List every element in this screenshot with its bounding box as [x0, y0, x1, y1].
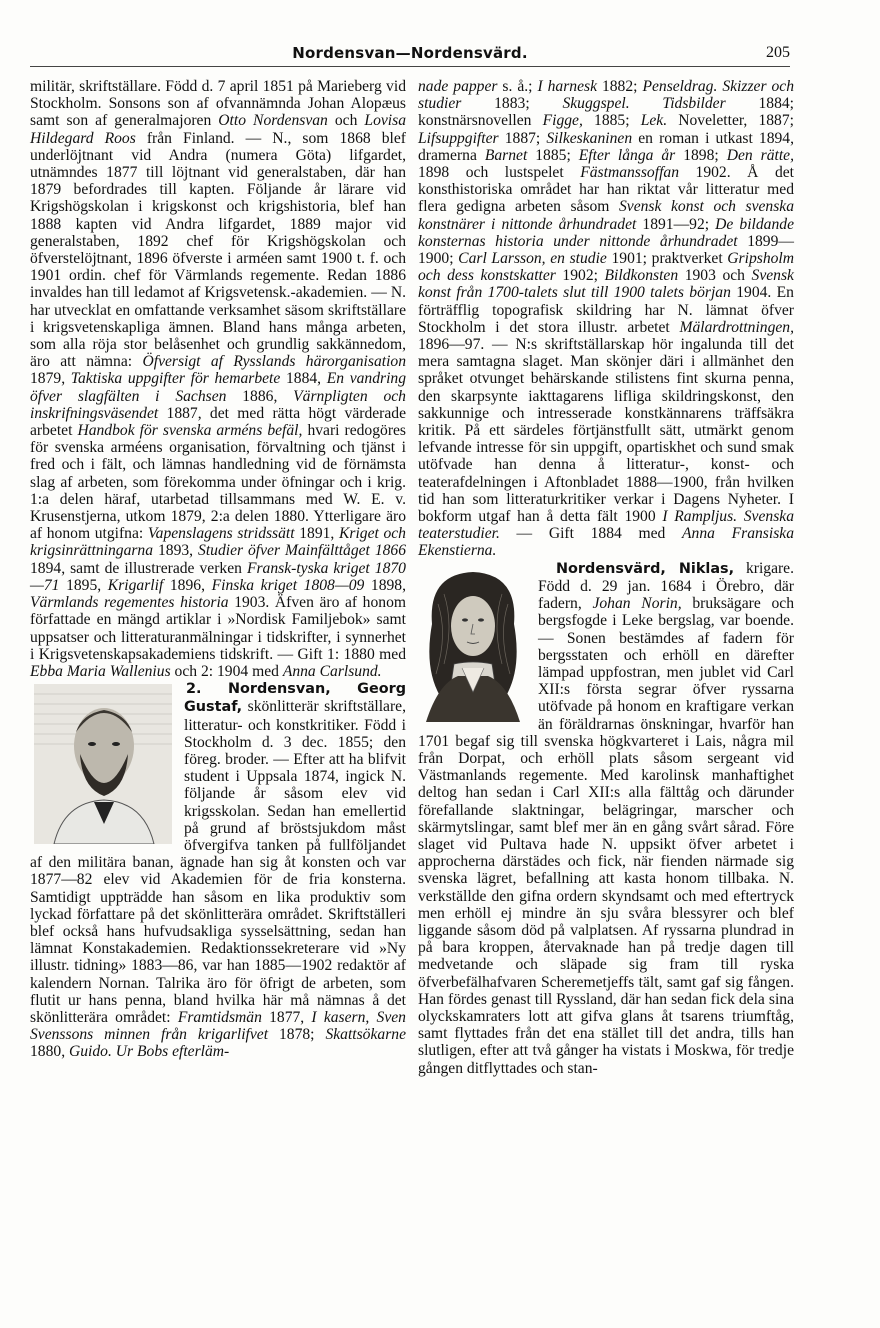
portrait-georg-nordensvan [34, 684, 172, 844]
body-text: 1885; [582, 112, 641, 130]
portrait-georg-engraving [34, 684, 172, 844]
italic-title-text: Finska kriget 1808—09 [211, 576, 365, 594]
body-text: 1895, [59, 576, 108, 594]
italic-title-text: En vandring öfver slagfälten i Sachsen [30, 370, 407, 405]
body-text: 1886, [226, 387, 294, 405]
body-text: 1902; [555, 267, 605, 285]
entry-georg-continued [418, 78, 794, 560]
headword-georg-nordensvan: 2. Nordensvan, Georg Gustaf, [184, 681, 406, 716]
italic-title-text: Handbok för svenska arméns befäl, [77, 422, 303, 440]
italic-title-text: Bildkonsten [604, 267, 679, 285]
body-text: 1885; [527, 146, 579, 164]
portrait-niklas-engraving [418, 564, 528, 722]
body-text: 1896—97. — N:s skriftställarskap hör ingalunda till det mera samtagna slaget. Man skönjer däri i allmänhet den språket otvunget behärskande stilistens fint skurna penna, den skarpsynte iakttagarens lifliga skildringskonst, den sakkunnige och intresserade konstkännarens träffsäkra kritik. På ett särdeles förtjänstfullt sätt, utmärkt genom lefvande intresse för sin uppgift, opartiskhet och sund smak utöfvade han denna å litteratur-, konst- och teaterafdelningen i Aftonbladet 1888—1900, från hvilken tid han som litteraturkritiker verkar i Dagens Nyheter. I bokform utgaf han å detta fält 1900 [418, 336, 794, 526]
italic-title-text: Skattsökarne [325, 1026, 406, 1044]
body-text: 1879, [30, 370, 71, 388]
italic-title-text: Svensk konst och svenska konstnärer i nittonde århundradet [418, 198, 795, 233]
body-text: 1882; [597, 78, 643, 95]
portrait-niklas-nordensvard [418, 564, 528, 722]
running-head: Nordensvan—Nordensvärd. [292, 44, 528, 62]
right-column [418, 78, 794, 1077]
italic-title-text: Fransk-tyska kriget 1870—71 [30, 559, 406, 594]
italic-title-text: Penseldrag. Skizzer och studier [418, 78, 794, 113]
page-header [30, 44, 790, 68]
headword-niklas-nordensvard: Nordensvärd, Niklas, [556, 560, 735, 577]
body-text: 1891, [294, 525, 339, 543]
entry-georg-nordensvan [30, 680, 406, 1060]
body-text: 1903. Äfven äro af honom författade en mängd artiklar i »Nordisk Familjebok» samt uppsatser och litteraturanmälningar i tidskrifter, i synnerhet i Krigsvetenskapsakademiens tidskrift. — Gift 1: 1880 med [30, 594, 407, 663]
body-text: 1903 och [678, 267, 752, 285]
italic-title-text: Taktiska uppgifter för hemarbete [70, 370, 281, 388]
entry-otto-nordensvan-body [30, 78, 406, 680]
italic-title-text: Den rätte, [726, 146, 794, 164]
body-text: och 2: 1904 med [170, 662, 283, 680]
body-text: en roman i utkast 1894, dramerna [418, 129, 794, 164]
body-text: 1878; [268, 1026, 326, 1044]
italic-title-text: Vapenslagens stridssätt [147, 525, 295, 543]
body-text: 1898; [675, 146, 727, 164]
italic-title-text: Johan Norin, [592, 595, 682, 613]
body-text: 1894, samt de illustrerade verken [30, 559, 247, 577]
italic-title-text: Mälardrottningen, [679, 318, 794, 336]
italic-title-text: Studier öfver Mainfälttåget 1866 [198, 542, 407, 560]
body-text: skönlitterär skriftställare, litteratur- och konstkritiker. Född i Stockholm d. 3 dec. 1855; den föreg. broder. — Efter att ha blifvit student i Uppsala 1874, ingick N. följande år såsom elev vid krigsskolan. Sedan han emellertid på grund af bröstsjukdom måst öfvergifva tanken på fullföljandet af den militära banan, ägnade han sig åt konsten och var 1877—82 elev vid Akademien för de fria konsterna. Samtidigt uppträdde han såsom en lika produktiv som lyckad författare på det skönlitterära området. Skriftställeri blef också hans hufvudsakliga sysselsättning, sedan han lämnat Konstakademien. Redaktionssekreterare vid »Ny illustr. tidning» 1883—86, var han 1885—1902 redaktör af kalendern Nornan. Talrika äro för öfrigt de arbeten, som flutit ur hans penna, bland hvilka här må nämnas å det skönlitterära området: [30, 698, 406, 1026]
body-text: 1904. En förträfflig topografisk skildring har N. lämnat öfver Stockholm i det stora illustr. arbetet [418, 284, 794, 336]
italic-title-text: Anna Fransiska Ekenstierna. [418, 525, 794, 560]
body-text: Noveletter, 1887; [667, 112, 794, 130]
italic-title-text: Kriget och krigsinrättningarna [30, 525, 406, 560]
italic-title-text: Lek. [640, 112, 668, 130]
italic-title-text: Värnpligten och inskrifningsväsendet [30, 387, 406, 422]
body-text: 1887; [498, 129, 547, 147]
italic-title-text: Gripsholm och dess konstskatter [418, 250, 795, 285]
italic-title-text: Otto Nordensvan [218, 112, 328, 130]
left-column [30, 78, 406, 1061]
body-text: militär, skriftställare. Född d. 7 april 1851 på Marieberg vid Stockholm. Sonsons son af ofvannämnda Johan Alopæus samt son af generalmajoren [30, 78, 406, 130]
body-text: 1896, [163, 576, 212, 594]
body-text: bruksägare och bergsfogde i Leke bergslag, var boende. — Sonen bestämdes af fadern för bergsstaten och erhöll en därefter lämpad uppfostran, men jublet vid Carl XII:s första segrar öfver ryssarna utöfvade på honom en kraftigare verkan än föräldrarnas önskningar, hvarför han 1701 begaf sig till svenska högkvarteret i Lais, några mil från Dorpat, och erhöll plats såsom sergeant vid Västmanlands regemente. Med karolinsk manhaftighet deltog han sedan i Carl XII:s alla fälttåg och därunder förefallande slaktningar, belägringar, marscher och skärmytslingar, samt blef mer än en gång svårt sårad. Före slaget vid Pultava hade N. uppsikt öfver arbetet i approcherna därstädes och fick, när fienden närmade sig svenska lägret, befallning att kasta honom tillbaka. N. verkställde den gifna ordern skyndsamt och med eftertryck men erhöll ej mindre än sju svåra blessyrer och blef liggande såsom död på valplatsen. Af ryssarna plundrad in på bara kroppen, återvaknade han på tredje dagen till medvetande och släpade sig fram till ryska öfverbefälhafvaren Scheremetjeffs tält, samt gaf sig fången. Han fördes genast till Ryssland, där han sedan fick dela sina olyckskamraters lott att gifva glans åt tsarens triumftåg, samt flyttades från det ena stället till det andra, tills han slutligen, efter att två gånger ha vistats i Moskwa, för tredje gången ditflyttades och stan- [418, 595, 794, 1077]
body-text: 1898, [364, 576, 406, 594]
italic-title-text: Lifsuppgifter [418, 129, 499, 147]
header-rule [30, 66, 790, 67]
italic-title-text: Ebba Maria Wallenius [30, 662, 171, 680]
body-text: 1883; [461, 95, 563, 113]
italic-title-text: Fästmanssoffan [580, 164, 679, 182]
body-text: och [327, 112, 365, 130]
italic-title-text: Anna Carlsund. [282, 662, 382, 680]
body-text: 1901; praktverket [606, 250, 728, 268]
italic-title-text: Barnet [484, 146, 528, 164]
italic-title-text: Silkeskaninen [546, 129, 633, 147]
body-text: 1884; konstnärsnovellen [418, 95, 794, 130]
italic-title-text: nade papper [418, 78, 498, 95]
italic-title-text: Värmlands regementes historia [30, 594, 229, 612]
body-text: 1902. Å det konsthistoriska området har han riktat vår litteratur med flera gedigna arbeten såsom [418, 164, 794, 216]
italic-title-text: I kasern, Sven Svenssons minnen från krigarlifvet [30, 1008, 406, 1044]
italic-title-text: Skuggspel. Tidsbilder [562, 95, 726, 113]
italic-title-text: Guido. Ur Bobs efterläm- [68, 1043, 230, 1061]
entry-niklas-nordensvard [418, 560, 794, 1077]
body-text: — Gift 1884 med [499, 525, 683, 543]
body-text: 1898 och lustspelet [418, 164, 581, 182]
body-text: 1899—1900; [418, 232, 794, 268]
body-text: krigare. Född d. 29 jan. 1684 i Örebro, där fadern, [538, 559, 795, 613]
italic-title-text: Krigarlif [107, 576, 164, 594]
body-text: 1891—92; [636, 215, 716, 233]
italic-title-text: I Rampljus. Svenska teaterstudier. [418, 508, 794, 543]
body-text: hvari redogöres för svenska arméens organisation, förvaltning och tjänst i fred och i fält, och lämnas handledning vid de förnämsta slag af arbeten, som förekomma under öfningar och i krig. 1:a delen häraf, utarbetad tillsammans med W. E. v. Krusenstjerna, utkom 1879, 2:a delen 1880. Ytterligare äro af honom utgifna: [30, 422, 406, 543]
italic-title-text: Lovisa Hildegard Roos [30, 112, 406, 147]
body-text: 1877, [261, 1008, 312, 1026]
body-text: 1893, [153, 542, 199, 560]
italic-title-text: De bildande konsternas historia under nittonde århundradet [418, 215, 794, 250]
body-text: 1884, [280, 370, 327, 388]
italic-title-text: Öfversigt af Rysslands härorganisation [142, 353, 407, 371]
italic-title-text: Efter långa år [578, 146, 676, 164]
italic-title-text: I harnesk [537, 78, 597, 95]
body-text: 1887, det med rätta högt värderade arbetet [30, 404, 406, 440]
italic-title-text: Figge, [542, 112, 583, 130]
italic-title-text: Carl Larsson, en studie [458, 250, 607, 268]
italic-title-text: Svensk konst från 1700-talets slut till 1900 talets början [418, 267, 794, 302]
body-text: 1880, [30, 1043, 69, 1061]
body-text: från Finland. — N., som 1868 blef underlöjtnant vid Andra (numera Göta) lifgardet, utnämndes 1877 till löjtnant vid generalstaben, där han 1879 befordrades till kapten. Följande år lärare vid Krigshögskolan i krigskonst och krigshistoria, blef han 1888 kapten vid Andra lifgardet, 1889 major vid generalstaben, 1892 chef för Krigshögskolan och öfverstelöjtnant, 1896 öfverste i arméen samt 1900 t. f. och 1901 ordin. chef för Värmlands regemente. Redan 1886 invaldes han till ledamot af Krigsvetensk.-akademien. — N. har utvecklat en omfattande verksamhet säsom skriftställare i krigsvetenskapliga ämnen. Bland hans många arbeten, som alla röja stor belåsenhet och grundlig sakkännedom, äro att nämna: [30, 129, 406, 371]
body-text: s. å.; [497, 78, 538, 95]
page-number: 205 [766, 44, 790, 61]
italic-title-text: Framtidsmän [177, 1008, 262, 1026]
